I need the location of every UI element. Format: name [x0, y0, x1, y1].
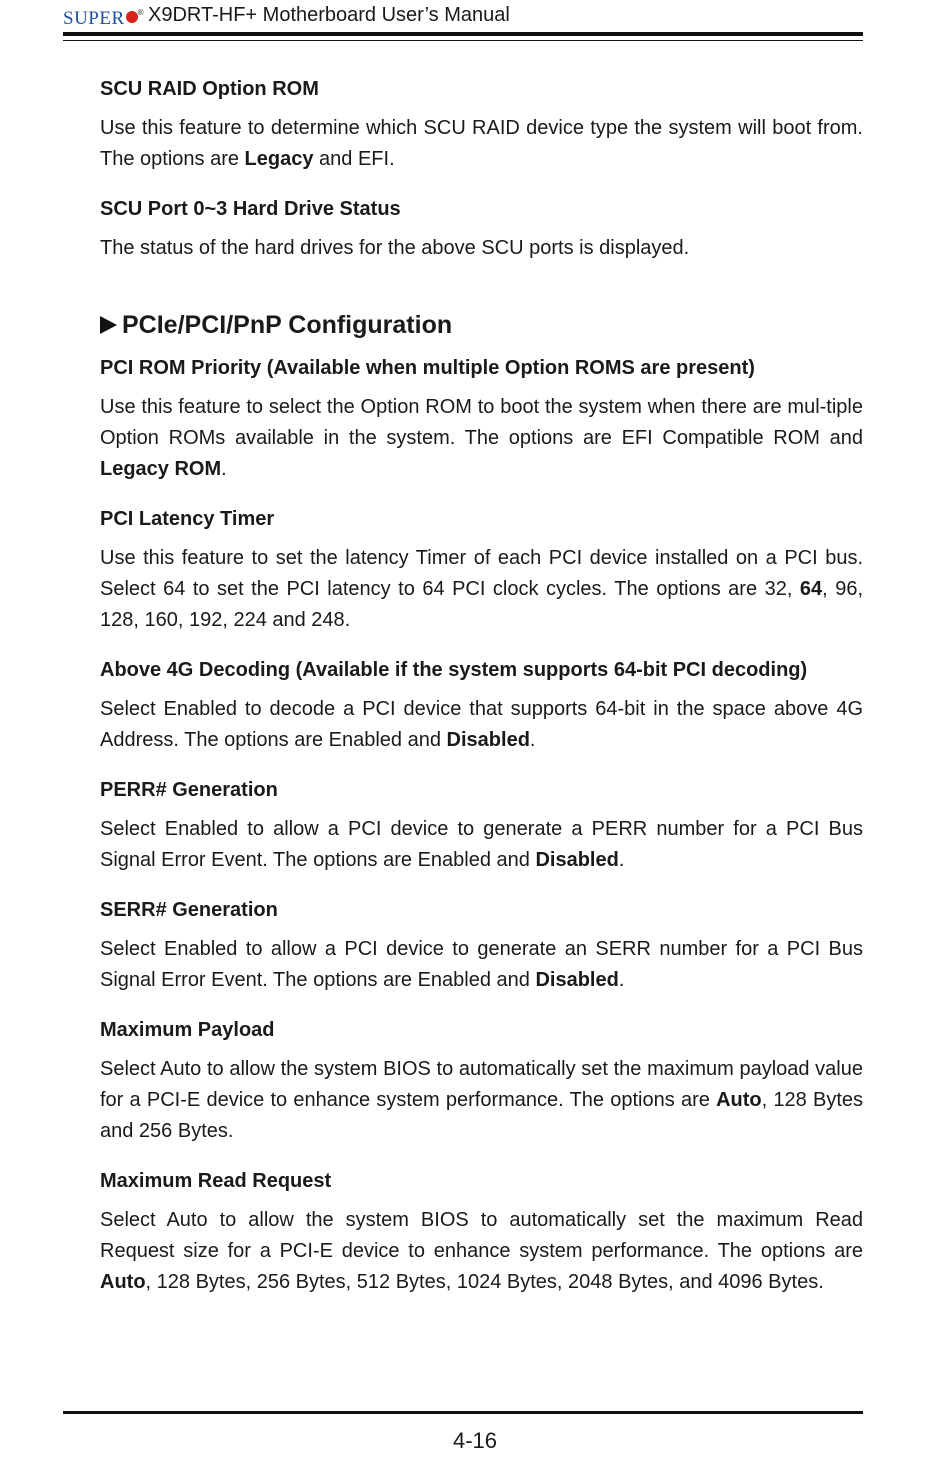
footer-rule: [63, 1411, 863, 1414]
supermicro-logo: [63, 8, 144, 28]
option-description: Select Enabled to allow a PCI device to generate a PERR number for a PCI Bus Signal Error Event. The options are Enabled and Disabled.: [100, 818, 863, 871]
default-option: 64: [799, 578, 823, 600]
option-heading: Above 4G Decoding (Available if the system supports 64-bit PCI decoding): [100, 659, 808, 681]
logo-text: SUPER: [63, 8, 125, 29]
section-title: PCIe/PCI/PnP Configuration: [122, 311, 453, 339]
logo-registered-mark: ®: [137, 8, 144, 17]
option-description: The status of the hard drives for the above SCU ports is displayed.: [100, 237, 690, 259]
default-option: Disabled: [446, 729, 530, 751]
option-description: Select Enabled to decode a PCI device that supports 64-bit in the space above 4G Address. The options are Enabled and Disabled.: [100, 698, 863, 751]
triangle-right-icon: [100, 316, 117, 334]
logo-dot-icon: [126, 11, 138, 23]
default-option: Legacy ROM: [100, 458, 222, 480]
option-description: Use this feature to select the Option ROM to boot the system when there are mul-tiple Option ROMs available in the system. The options are EFI Compatible ROM and Legacy ROM.: [100, 396, 863, 480]
default-option: Disabled: [535, 969, 619, 991]
default-option: Auto: [716, 1089, 762, 1111]
option-description: Use this feature to set the latency Timer of each PCI device installed on a PCI bus. Select 64 to set the PCI latency to 64 PCI clock cycles. The options are 32, 64, 96, 128, 160, 192, 224 and 248.: [100, 547, 863, 631]
default-option: Disabled: [535, 849, 619, 871]
option-heading: SCU Port 0~3 Hard Drive Status: [100, 198, 401, 220]
option-heading: SERR# Generation: [100, 899, 278, 921]
header-rule-thin: [63, 40, 863, 41]
section-items: [100, 354, 863, 1298]
option-description: Select Enabled to allow a PCI device to generate an SERR number for a PCI Bus Signal Error Event. The options are Enabled and Disabled.: [100, 938, 863, 991]
option-description: Select Auto to allow the system BIOS to automatically set the maximum payload value for a PCI-E device to enhance system performance. The options are Auto, 128 Bytes and 256 Bytes.: [100, 1058, 864, 1142]
option-heading: PERR# Generation: [100, 779, 278, 801]
section-heading: [100, 308, 863, 342]
option-heading: Maximum Payload: [100, 1019, 275, 1041]
option-heading: SCU RAID Option ROM: [100, 78, 319, 100]
page-header: [63, 3, 863, 27]
option-description: Select Auto to allow the system BIOS to automatically set the maximum Read Request size for a PCI-E device to enhance system performance. The options are Auto, 128 Bytes, 256 Bytes, 512 Bytes, 1024 Bytes, 2048 Bytes, and 4096 Bytes.: [100, 1209, 863, 1293]
default-option: Legacy: [244, 148, 314, 170]
option-heading: PCI Latency Timer: [100, 508, 275, 530]
option-heading: Maximum Read Request: [100, 1170, 332, 1192]
page-content: [100, 75, 863, 1298]
default-option: Auto: [100, 1271, 146, 1293]
page-number: 4-16: [452, 1428, 498, 1453]
intro-items: [100, 75, 863, 264]
option-description: Use this feature to determine which SCU RAID device type the system will boot from. The options are Legacy and EFI.: [100, 117, 863, 170]
manual-title: X9DRT-HF+ Motherboard User’s Manual: [148, 4, 510, 26]
option-heading: PCI ROM Priority (Available when multiple Option ROMS are present): [100, 357, 755, 379]
header-rule-thick: [63, 32, 863, 36]
